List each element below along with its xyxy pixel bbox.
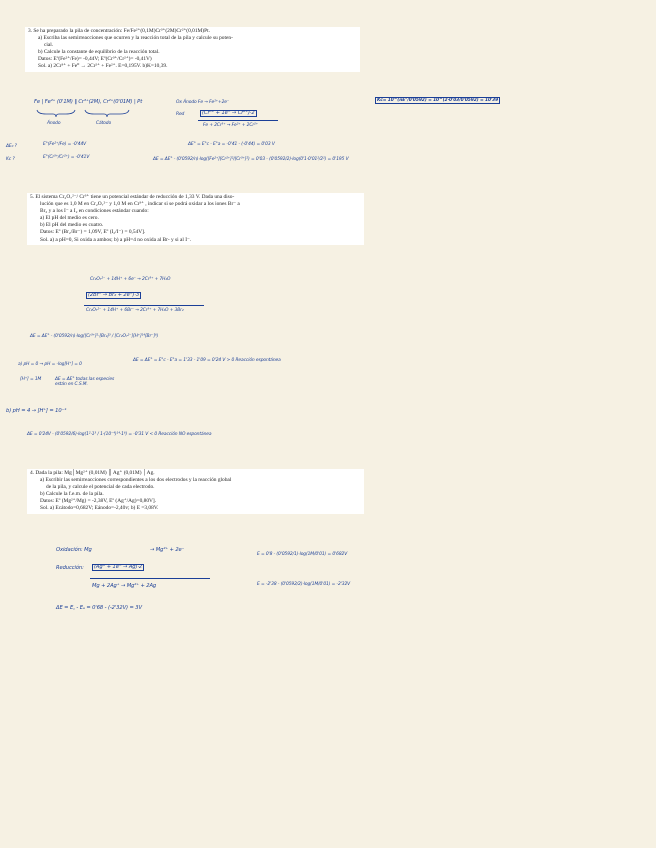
problem-3-solution: Sol. a) 2Cr³⁺ + Fe⁰ → 2Cr²⁺ + Fe²⁺. E=0,195V. b)K=10,39.: [38, 63, 168, 70]
problem-3-part-b: b) Calcule la constante de equilibrio de la reacción total.: [38, 49, 160, 56]
p3-red-label: Red: [176, 112, 185, 117]
p3-delta-e0: ΔE° = E°c - E°a = -0'41 - (-0'44) = 0'03 V: [188, 142, 275, 147]
anode-label: Ánodo: [47, 121, 61, 126]
problem-5-line-2: lución que es 1,0 M en Cr₂O₇²⁻ y 1,0 M en Cr³⁺ , indicar si se podrá oxidar a los iones Br⁻ a: [40, 201, 240, 208]
p3-cell-notation: Fe | Fe²⁺ (0'1M) ‖ Cr³⁺(2M), Cr²⁺(0'01M) | Pt: [34, 99, 143, 105]
problem-5-part-a: a) El pH del medio es cero.: [40, 215, 99, 222]
p3-equilibrium-constant: Kc= 10^(nE°/0'0592) = 10^(2·0'03/0'0592) = 10'39: [377, 98, 499, 103]
problem-5-data: Datos: Eº (Br₂/Br⁻) = 1,09V, Eº (I₂/I⁻) = 0,54V].: [40, 229, 146, 236]
p3-sum-line: [198, 120, 278, 121]
problem-4-statement: [27, 469, 364, 514]
problem-5-statement: [27, 193, 364, 245]
p4-ox-label: Oxidación: Mg: [56, 547, 92, 553]
p5-sum-line: [84, 305, 204, 306]
p5-ox-half-reaction: (2Br⁻ → Br₂ + 2e⁻)·3: [88, 292, 140, 298]
p5-standard-conditions: ΔE = ΔE° todas las especies están en C.S.M.: [55, 377, 115, 387]
cathode-brace: [84, 109, 130, 117]
p5-ph-zero: a) pH = 0 → pH = -log[H⁺] = 0: [18, 362, 82, 367]
p3-red-half-reaction: (Cr³⁺ + 1e⁻ → Cr²⁺)·2: [202, 110, 255, 116]
p4-red-half-reaction: (Ag⁺ + 1e⁻ → Ag)·2: [94, 564, 143, 570]
problem-4-part-a: a) Escribir las semirreacciones correspondientes a los dos electrodos y la reacción global: [40, 477, 232, 484]
p4-ox-half-reaction: → Mg²⁺ + 2e⁻: [150, 547, 185, 553]
p5-ph-four: b) pH = 4 → [H⁺] = 10⁻⁴: [6, 408, 67, 414]
p4-sum-line: [90, 578, 210, 579]
problem-3-part-a-cont: cial.: [44, 42, 54, 49]
p3-e0-cr: E°(Cr³⁺/Cr²⁺) = -0'41V: [43, 155, 90, 160]
p3-delta-e-question: ΔE₀ ?: [6, 144, 17, 149]
p5-red-half-reaction: Cr₂O₇²⁻ + 14H⁺ + 6e⁻ → 2Cr³⁺ + 7H₂O: [90, 277, 171, 282]
p5-delta-e0: ΔE = ΔE° = E°c - E°a = 1'33 - 1'09 = 0'24 V > 0 Reacción espontánea: [133, 358, 281, 363]
p3-kc-question: Kc ?: [6, 157, 15, 162]
p5-h-conc: [H⁺] = 1M: [20, 377, 42, 382]
problem-5-part-b: b) El pH del medio es cuatro.: [40, 222, 104, 229]
p3-ox-half-reaction: Ox Ánodo Fe → Fe²⁺+2e⁻: [176, 100, 230, 105]
p4-red-label: Reducción:: [56, 565, 84, 571]
p3-e0-fe: E°(Fe²⁺/Fe) = -0'44V: [43, 142, 87, 147]
problem-4-part-b: b) Calcule la f.e.m. de la pila.: [40, 491, 104, 498]
problem-3-statement: [25, 27, 360, 72]
p4-delta-e: ΔE = E꜀ - Eₐ = 0'68 - (-2'32V) = 3V: [56, 605, 142, 611]
problem-5-line-3: Br₂ y a los I⁻ a I₂ en condiciones estándar cuando:: [40, 208, 149, 215]
p5-total-reaction: Cr₂O₇²⁻ + 14H⁺ + 6Br⁻ → 2Cr³⁺ + 7H₂O + 3Br₂: [86, 308, 184, 313]
anode-brace: [36, 109, 76, 117]
p4-e-anode: E = -2'38 - (0'0592/2)·log(1M/0'01) = -2'32V: [257, 582, 351, 587]
problem-4-title: 4. Dada la pila: Mg│Mg²⁺ (0,01M) ║ Ag⁺ (0,01M) │Ag.: [30, 470, 155, 476]
problem-3-title: 3. Se ha preparado la pila de concentración: Fe/Fe²⁺(0,1M)Cr³⁺(2M)Cr²⁺(0,01M)Pt.: [28, 28, 210, 34]
p3-nernst: ΔE = ΔE° - (0'0592/n)·log([Fe²⁺][Cr²⁺]²/[Cr³⁺]²) = 0'03 - (0'0592/2)·log(0'1·0'01²/2²) = 0'195 V: [153, 157, 349, 162]
p5-nernst: ΔE = ΔE° - (0'0592/n)·log([Cr³⁺]²·[Br₂]³ / [Cr₂O₇²⁻][H⁺]¹⁴[Br⁻]⁶): [30, 334, 159, 339]
problem-4-data: Datos: Eº (Mg²⁺/Mg) = -2,38V, Eº (Ag⁺/Ag)=0,80V].: [40, 498, 157, 505]
p4-e-cathode: E = 0'8 - (0'0592/1)·log(1M/0'01) = 0'682V: [257, 552, 348, 557]
problem-5-title: 5. El sistema Cr₂O₇²⁻/ Cr³⁺ tiene un potencial estándar de reducción de 1,33 V. Dada una diso-: [30, 194, 235, 200]
p5-nernst-b: ΔE = 0'24V - (0'0592/6)·log(1²·1³ / 1·(10⁻⁴)¹⁴·1⁶) = -0'31 V < 0 Reacción NO espontánea: [27, 432, 212, 437]
p4-total-reaction: Mg + 2Ag⁺ → Mg²⁺ + 2Ag: [92, 583, 157, 589]
cathode-label: Cátodo: [96, 121, 112, 126]
p3-total-reaction: Fe + 2Cr³⁺ → Fe²⁺ + 2Cr²⁺: [203, 123, 258, 128]
problem-3-data: Datos: Eº(Fe²⁺/Fe)= -0,44V; Eº(Cr³⁺/Cr²⁺)= -0,41V): [38, 56, 152, 63]
problem-5-solution: Sol. a) a pH=0, Si oxida a ambos; b) a pH=4 no oxida al Br- y si al I⁻.: [40, 236, 192, 243]
problem-4-part-a-cont: de la pila, y calcule el potencial de cada electrodo.: [46, 484, 155, 491]
problem-3-part-a: a) Escriba las semirreacciones que ocurren y la reacción total de la pila y calcule su poten-: [38, 35, 233, 42]
problem-4-solution: Sol. a) Ecátodo=0,682V; Eánodo=-2,40v; b) E =3,08V.: [40, 505, 159, 512]
